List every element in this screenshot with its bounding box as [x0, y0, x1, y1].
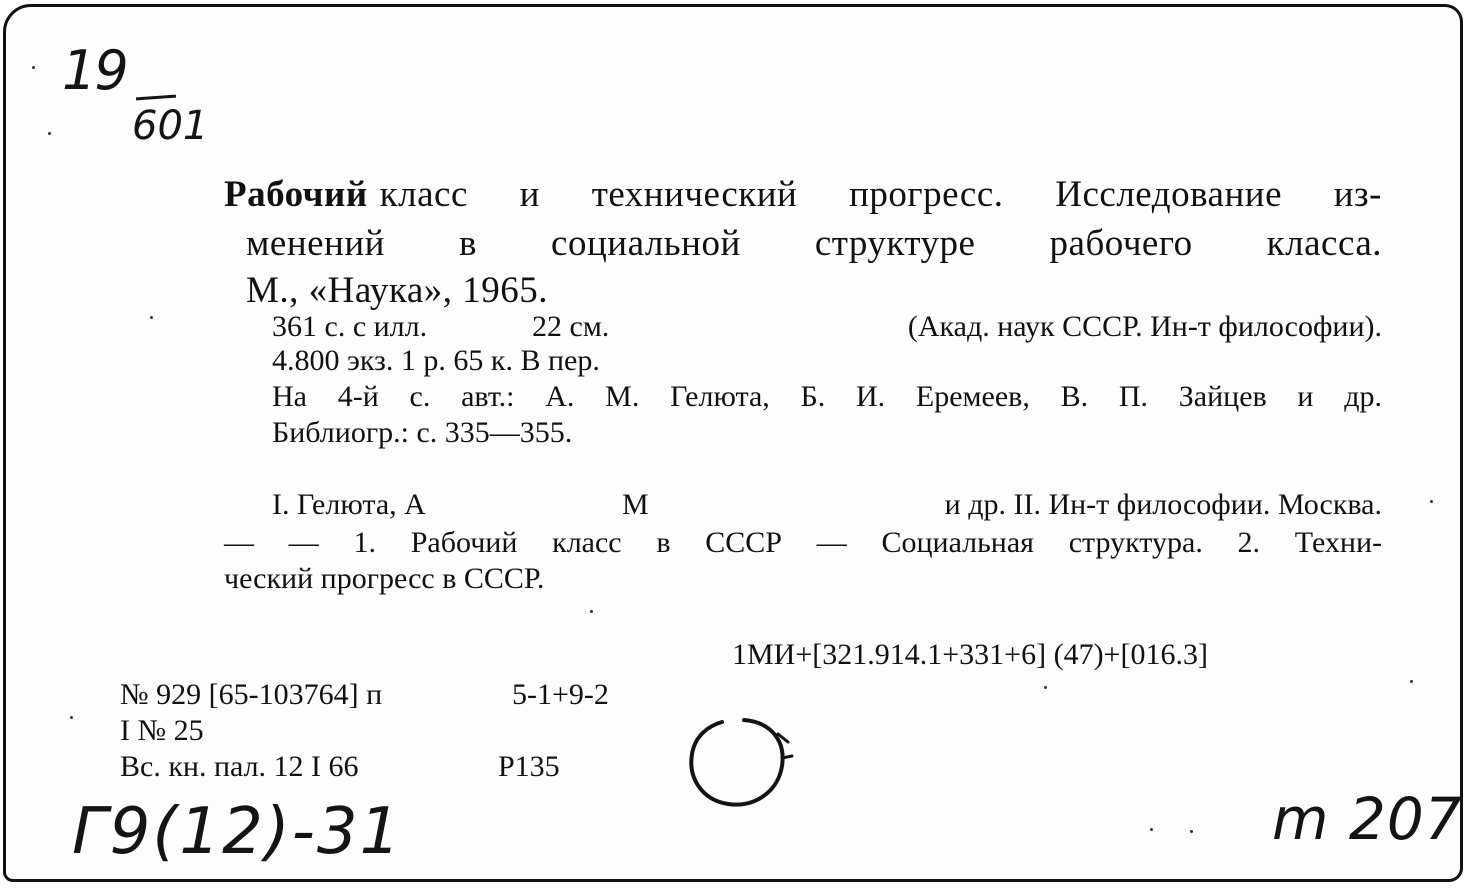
handwritten-shelf-subnumber: 601 — [132, 103, 209, 149]
classification-index: 1МИ+[321.914.1+331+6] (47)+[016.3] — [732, 638, 1208, 671]
entry-heading-bold-word: Рабочий — [224, 174, 368, 215]
scan-speck — [1430, 500, 1433, 503]
tracing-line-3: ческий прогресс в СССР. — [224, 562, 545, 595]
entry-heading-rest: класс и технический прогресс. Исследование из- — [379, 174, 1382, 215]
entry-heading-line-2: менений в социальной структуре рабочего класса. — [246, 223, 1382, 264]
tracing-added-entries: и др. II. Ин-т философии. Москва. — [944, 488, 1382, 521]
handwritten-shelf-number: 19 — [62, 39, 127, 102]
entry-heading-line-3: М., «Наука», 1965. — [246, 270, 549, 311]
tracing-line-1 — [272, 490, 1382, 520]
footer-order-number: № 929 [65-103764] п — [120, 678, 383, 711]
circle-stamp-icon — [682, 712, 794, 812]
scan-speck — [590, 610, 593, 613]
tracing-line-2: — — 1. Рабочий класс в СССР — Социальная структура. 2. Техни- — [224, 526, 1382, 559]
scan-speck — [70, 716, 73, 719]
entry-authors-note: На 4-й с. авт.: А. М. Гелюта, Б. И. Еремеев, В. П. Зайцев и др. — [272, 380, 1382, 413]
handwritten-classification-code: Г9(12)-31 — [72, 795, 403, 869]
entry-size: 22 см. — [532, 310, 610, 343]
scan-speck — [150, 316, 153, 319]
entry-heading-line-1 — [224, 176, 1382, 213]
footer-issue: I № 25 — [120, 714, 204, 747]
entry-pages: 361 с. с илл. — [272, 310, 428, 343]
scan-speck — [48, 132, 51, 135]
scan-speck — [32, 66, 35, 69]
scan-speck — [1190, 830, 1193, 833]
footer-code: Р135 — [498, 750, 560, 783]
scan-speck — [1410, 680, 1413, 683]
tracing-author: I. Гелюта, А — [272, 488, 426, 521]
entry-series: (Акад. наук СССР. Ин-т философии). — [907, 310, 1382, 343]
entry-description-line — [272, 312, 1382, 342]
entry-bibliography: Библиогр.: с. 335—355. — [272, 416, 573, 449]
scan-speck — [1044, 686, 1047, 689]
footer-order-code: 5-1+9-2 — [512, 678, 609, 711]
entry-copies: 4.800 экз. 1 р. 65 к. В пер. — [272, 344, 600, 377]
tracing-initial: М — [622, 488, 649, 521]
handwritten-inventory-code: m 207 — [1272, 785, 1463, 853]
footer-chamber: Вс. кн. пал. 12 I 66 — [120, 750, 359, 783]
scan-speck — [1150, 828, 1153, 831]
